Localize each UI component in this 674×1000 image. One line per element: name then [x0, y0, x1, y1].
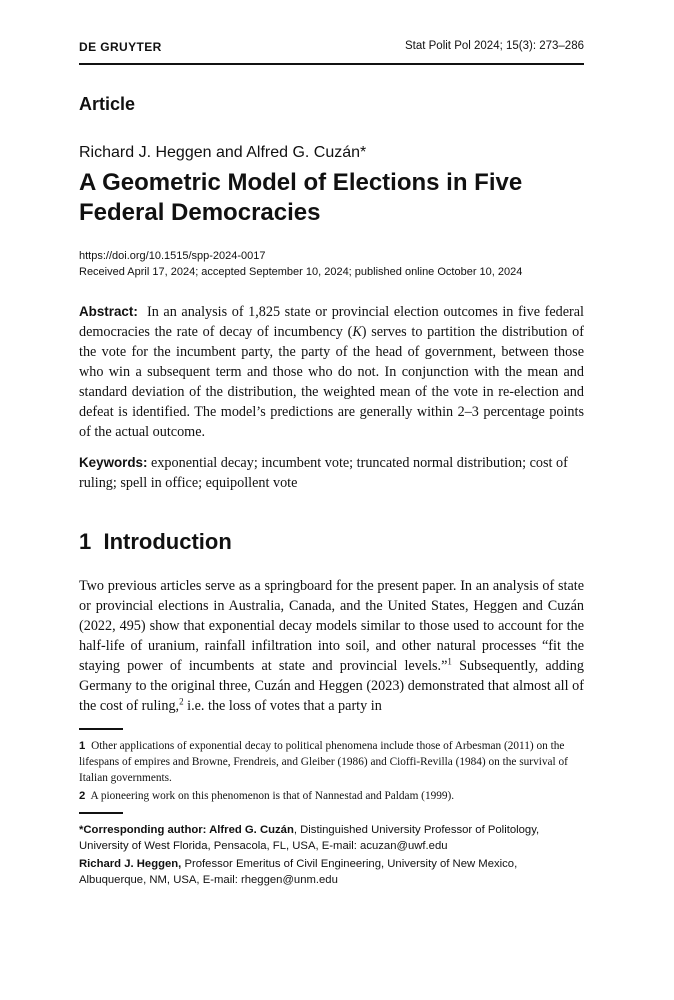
footnote-number: 2 — [79, 790, 86, 802]
footnote-ref-1[interactable]: 1 — [447, 656, 452, 667]
affiliation — [79, 856, 584, 888]
abstract — [79, 302, 584, 442]
affiliation-name: *Corresponding author: Alfred G. Cuzán — [79, 824, 294, 836]
publication-dates: Received April 17, 2024; accepted September 10, 2024; published online October 10, 2024 — [79, 266, 523, 278]
running-header — [79, 38, 584, 62]
keywords — [79, 453, 584, 493]
footnote-ref-2[interactable]: 2 — [179, 696, 184, 707]
publisher-name: DE GRUYTER — [79, 40, 162, 54]
footnote-text: A pioneering work on this phenomenon is that of Nannestad and Paldam (1999). — [90, 790, 455, 802]
article-type: Article — [79, 94, 136, 114]
footnote-number: 1 — [79, 740, 86, 752]
keywords-label: Keywords: — [79, 455, 148, 470]
abstract-label: Abstract: — [79, 304, 138, 319]
footnote-rule — [79, 728, 123, 730]
affiliation-text: Professor Emeritus of Civil Engineering, University of New Mexico, Albuquerque, NM, USA, E-mail: rheggen@unm.edu — [79, 858, 518, 886]
introduction-paragraph — [79, 576, 584, 716]
intro-text-3: i.e. the loss of votes that a party in — [183, 698, 382, 714]
footnote — [79, 738, 584, 786]
intro-text-1: Two previous articles serve as a springboard for the present paper. In an analysis of state or provincial elections in Australia, Canada, and the United States, Heggen and Cuzán (2022, 495) show that exponential decay models similar to those used to account for the half-life of uranium, rainfall infiltration into soil, and other natural processes “fit the staying power of incumbents at state and provincial levels.” — [79, 578, 584, 674]
abstract-symbol: K — [352, 324, 362, 340]
section-number: 1 — [79, 529, 92, 554]
journal-reference: Stat Polit Pol 2024; 15(3): 273–286 — [404, 40, 584, 52]
article-title: A Geometric Model of Elections in Five Federal Democracies — [79, 169, 523, 226]
abstract-text-1: In an analysis of 1,825 state or provincial election outcomes in five federal democracies the rate of decay of incumbency ( — [79, 304, 584, 340]
footnote-text: Other applications of exponential decay to political phenomena include those of Arbesman (2011) on the lifespans of empires and Browne, Frendreis, and Gleiber (1986) and Cioffi-Revilla (1984) on the survival of Italian governments. — [79, 740, 568, 784]
affiliations — [79, 822, 584, 890]
keywords-text: exponential decay; incumbent vote; truncated normal distribution; cost of ruling; spell in office; equipollent vote — [79, 455, 568, 491]
footnotes — [79, 738, 584, 806]
affiliation-name: Richard J. Heggen, — [79, 858, 182, 870]
affiliation — [79, 822, 584, 854]
section-title: Introduction — [103, 529, 232, 554]
section-heading-introduction — [79, 529, 232, 555]
affiliation-text: , Distinguished University Professor of Politology, University of West Florida, Pensacola, FL, USA, E-mail: acuzan@uwf.edu — [79, 824, 540, 852]
author-list: Richard J. Heggen and Alfred G. Cuzán* — [79, 144, 367, 161]
intro-text-2: Subsequently, adding Germany to the original three, Cuzán and Heggen (2023) demonstrated that almost all of the cost of ruling, — [79, 658, 584, 714]
article-meta — [79, 248, 584, 280]
header-rule — [79, 63, 584, 65]
doi-link[interactable]: https://doi.org/10.1515/spp-2024-0017 — [79, 250, 266, 262]
abstract-text-2: ) serves to partition the distribution of the vote for the incumbent party, the party of the head of government, between those who win a subsequent term and those who do not. In conjunction with the mean and standard deviation of the distribution, the weighted mean of the vote in re-election and defeat is identified. The model’s predictions are generally within 2–3 percentage points of the actual outcome. — [79, 324, 584, 440]
affiliation-rule — [79, 812, 123, 814]
footnote — [79, 788, 584, 804]
